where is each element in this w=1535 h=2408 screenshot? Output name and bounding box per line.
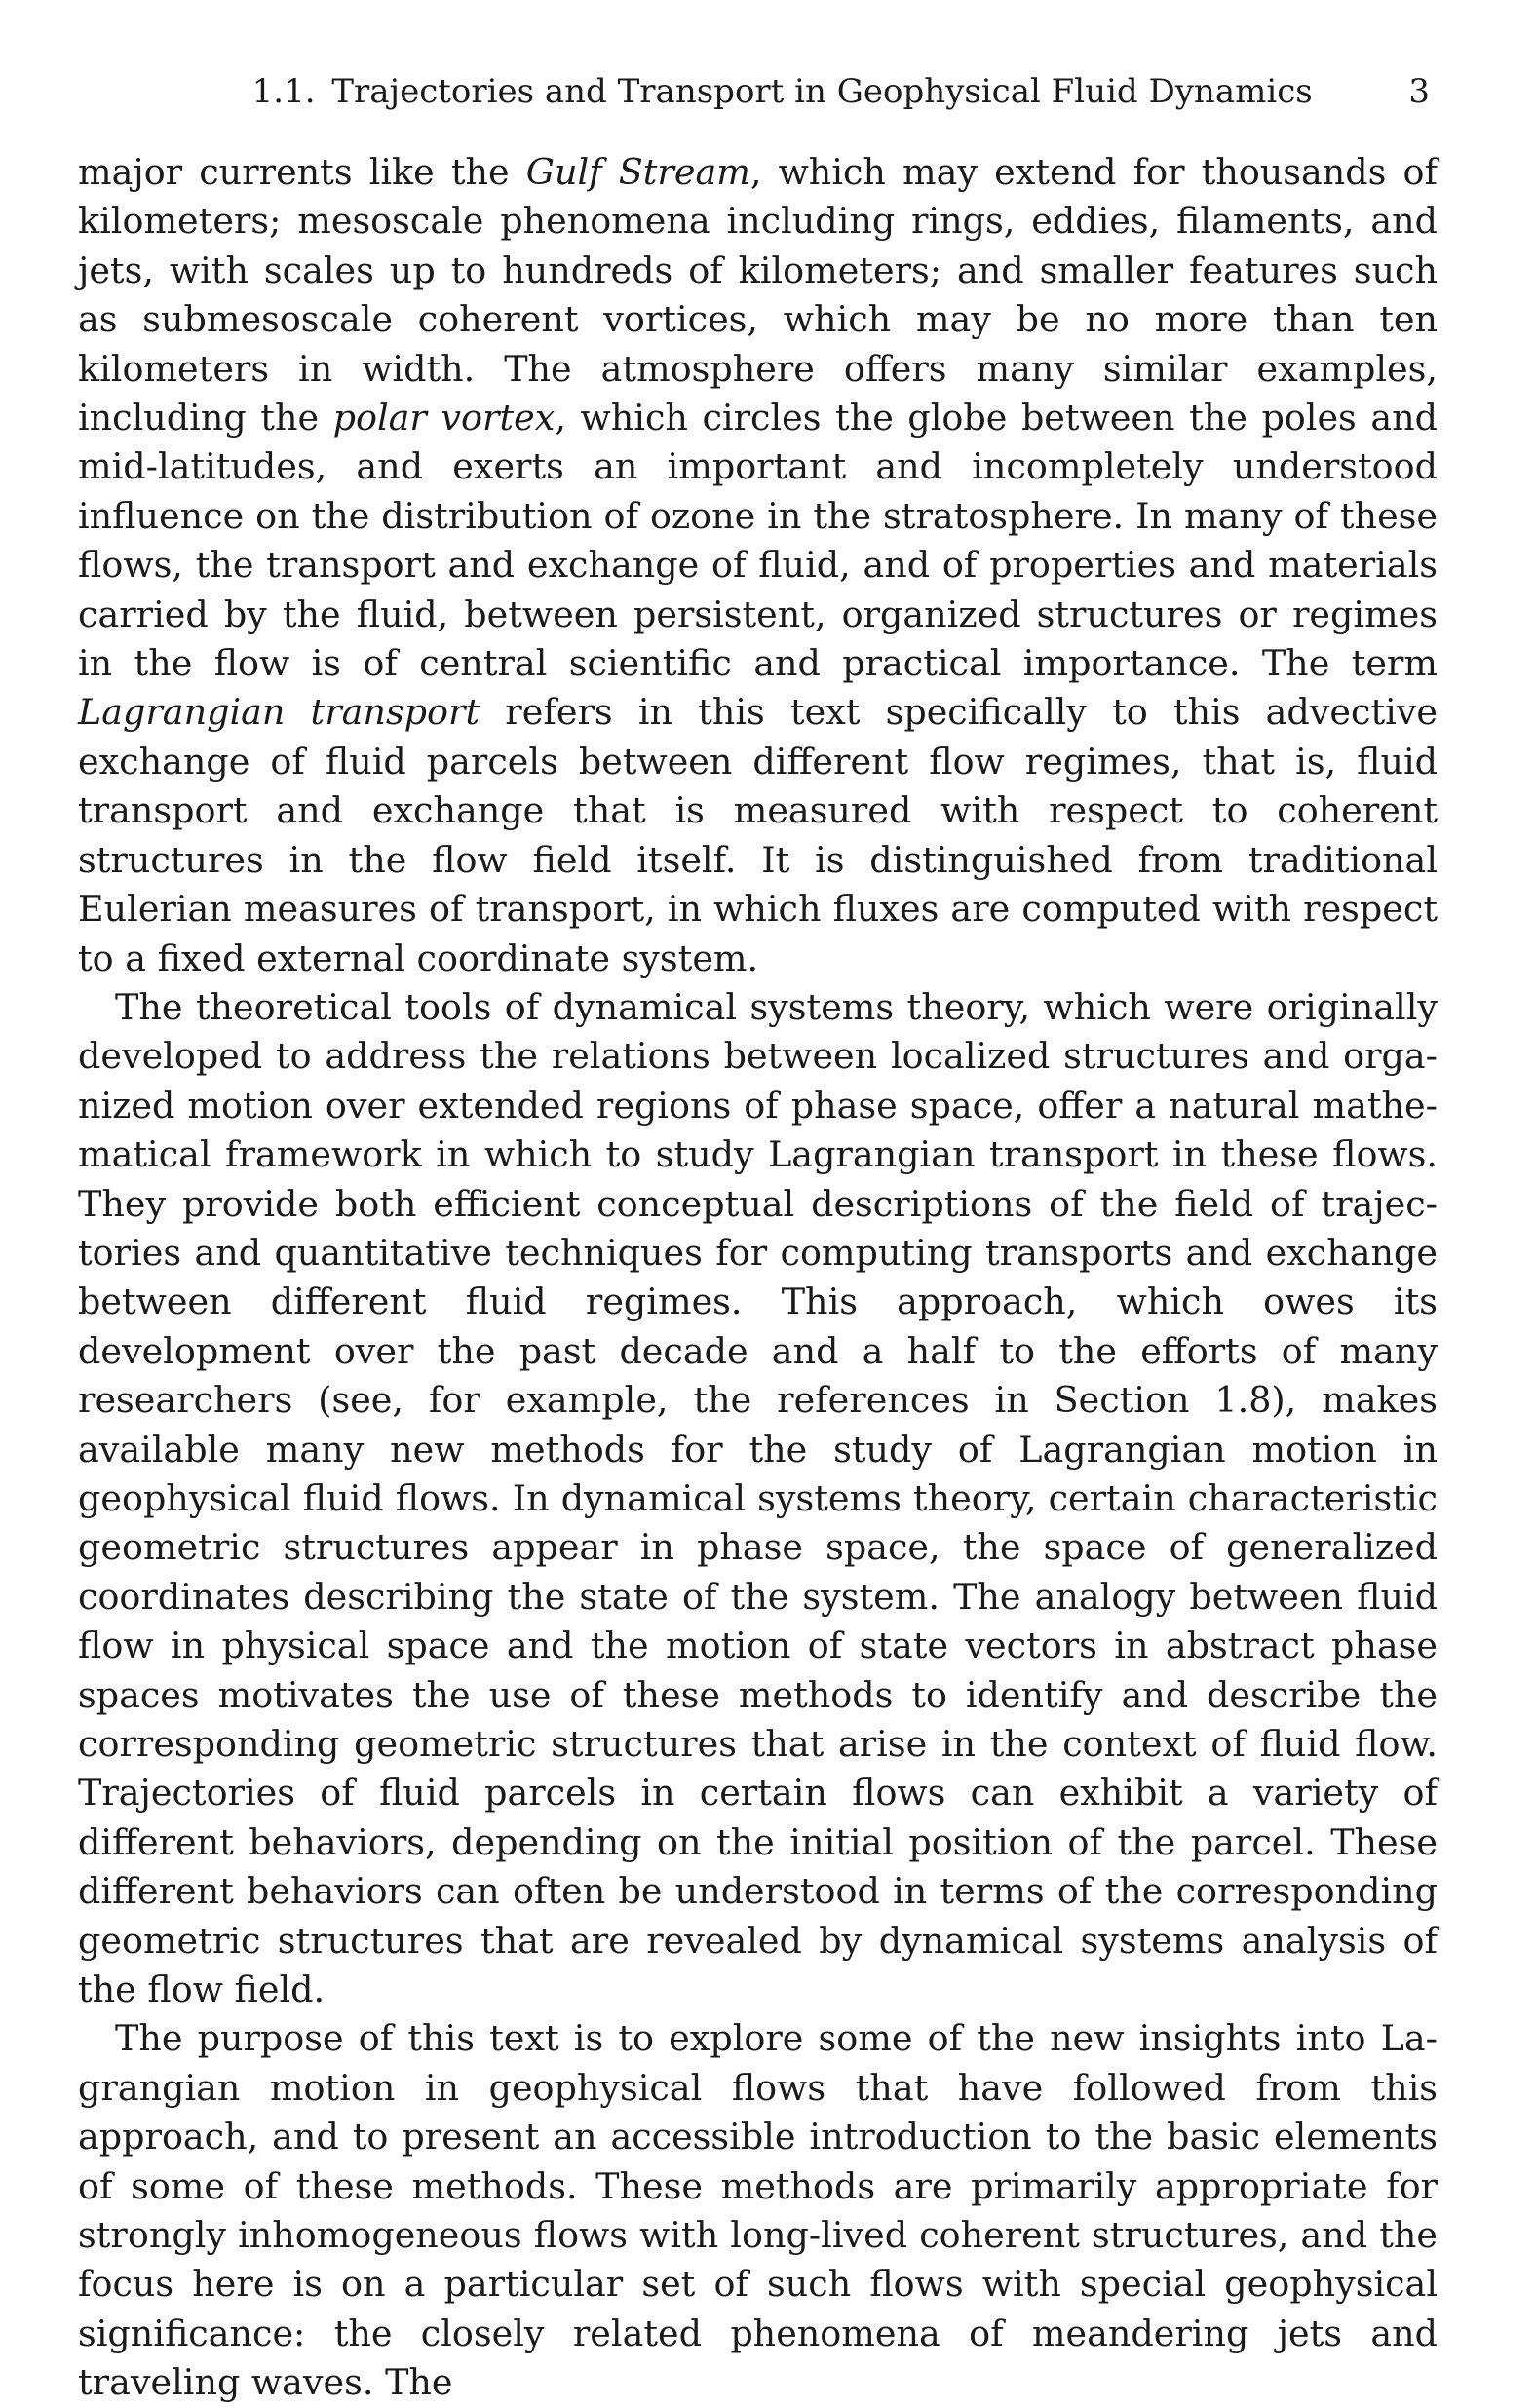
running-head — [78, 70, 1438, 113]
running-head-title-wrap — [78, 70, 1408, 113]
text-segment-italic: polar vortex — [332, 397, 556, 440]
section-number: 1.1. — [251, 72, 316, 111]
body-text — [78, 148, 1438, 2408]
text-segment: , which circles the globe between the poles and mid-latitudes, and exerts an important and incompletely understood influence on the distribution of ozone in the stratosphere. In many of these flows, the transport and exchange of fluid, and of properties and materials carried by the fluid, between persistent, organized structures or regimes in the flow is of central scientific and practical importance. The term — [78, 397, 1438, 685]
text-segment-italic: Gulf Stream — [525, 151, 750, 193]
text-segment: The theoretical tools of dynamical systems theory, which were originally developed to address the relations between localized structures and organized motion over extended regions of phase space, offer a natural mathematical framework in which to study Lagrangian transport in these flows. They provide both efficient conceptual descriptions of the field of trajectories and quantitative techniques for computing transports and exchange between different fluid regimes. This approach, which owes its development over the past decade and a half to the efforts of many researchers (see, for example, the references in Section 1.8), makes available many new methods for the study of Lagrangian motion in geophysical fluid flows. In dynamical systems theory, certain characteristic geometric structures appear in phase space, the space of generalized coordinates describing the state of the system. The analogy between fluid flow in physical space and the motion of state vectors in abstract phase spaces motivates the use of these methods to identify and describe the corresponding geometric structures that arise in the context of fluid flow. Trajectories of fluid parcels in certain flows can exhibit a variety of different behaviors, depending on the initial position of the parcel. These different behaviors can often be understood in terms of the corresponding geometric structures that are revealed by dynamical systems analysis of the flow field. — [78, 985, 1438, 2011]
text-segment: major currents like the — [78, 151, 526, 193]
paragraph-3 — [78, 2014, 1438, 2407]
text-segment: The purpose of this text is to explore some of the new insights into Lagrangian motion in geophysical flows that have followed from this approach, and to present an accessible introduction to the basic elements of some of these methods. These methods are primarily appropriate for strongly inhomogeneous flows with long-lived coherent structures, and the focus here is on a particular set of such flows with special geophysical significance: the closely related phenomena of meandering jets and traveling waves. The — [78, 2017, 1438, 2404]
section-title: Trajectories and Transport in Geophysical Fluid Dynamics — [331, 72, 1313, 111]
text-segment: refers in this text specifically to this advective exchange of fluid parcels between different flow regimes, that is, fluid transport and exchange that is measured with respect to coherent structures in the flow field itself. It is distinguished from traditional Eulerian measures of transport, in which fluxes are computed with respect to a fixed external coordinate system. — [78, 691, 1439, 979]
paragraph-1 — [78, 148, 1438, 983]
paragraph-2 — [78, 983, 1438, 2015]
text-segment: , which may extend for thousands of kilometers; mesoscale phenomena including rings, eddies, filaments, and jets, with scales up to hundreds of kilometers; and smaller features such as submesoscale coherent vortices, which may be no more than ten kilometers in width. The atmosphere offers many similar examples, including the — [78, 151, 1439, 440]
text-segment-italic: Lagrangian transport — [78, 691, 480, 734]
page-number: 3 — [1408, 72, 1430, 111]
book-page — [78, 70, 1438, 2408]
